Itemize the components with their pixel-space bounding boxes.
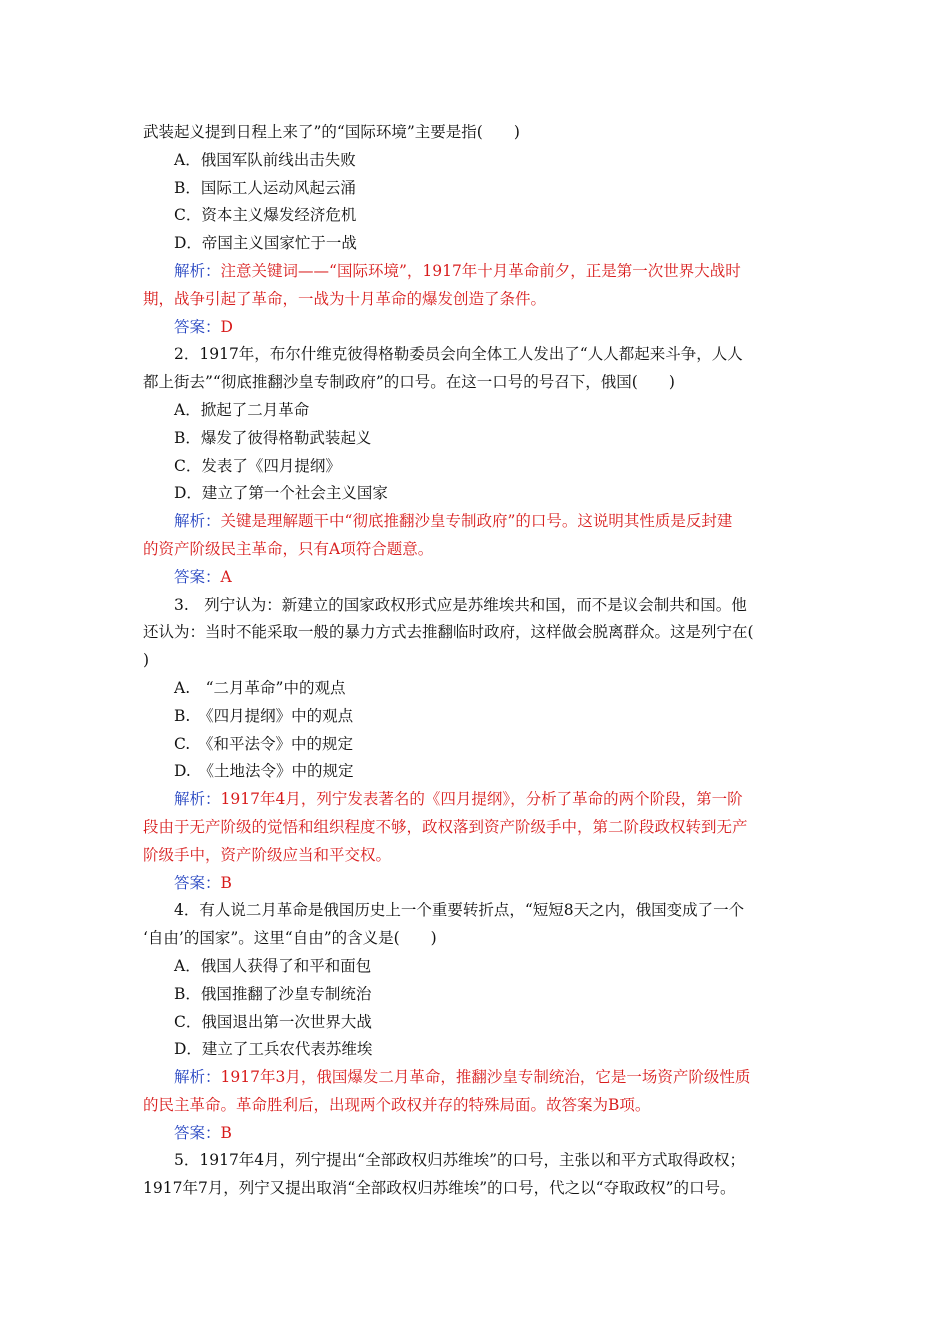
analysis-line (143, 508, 813, 536)
option-c: C．俄国退出第一次世界大战 (174, 1012, 372, 1031)
analysis-line (143, 258, 813, 286)
analysis-text: 期，战争引起了革命，一战为十月革命的爆发创造了条件。 (143, 289, 547, 308)
analysis-text: 段由于无产阶级的觉悟和组织程度不够，政权落到资产阶级手中，第二阶段政权转到无产 (143, 817, 748, 836)
analysis-text: 1917年4月，列宁发表著名的《四月提纲》，分析了革命的两个阶段，第一阶 (220, 790, 743, 809)
question-stem-line: ) (143, 651, 150, 670)
option-a: A．俄国人获得了和平和面包 (174, 956, 372, 975)
question-stem-line: 3. 列宁认为：新建立的国家政权形式应是苏维埃共和国，而不是议会制共和国。他 (174, 595, 747, 614)
analysis-text: 阶级手中，资产阶级应当和平交权。 (143, 845, 392, 864)
answer-label: 答案： (174, 1123, 221, 1142)
answer-line (143, 314, 813, 342)
answer-label: 答案： (174, 567, 221, 586)
question-list (143, 119, 813, 1203)
question-2 (143, 341, 813, 591)
analysis-text: 的资产阶级民主革命，只有A项符合题意。 (143, 539, 434, 558)
question-stem-line: 武装起义提到日程上来了”的“国际环境”主要是指( ) (143, 123, 520, 141)
answer-line (143, 564, 813, 592)
analysis-line (143, 1064, 813, 1092)
option-a: A．俄国军队前线出击失败 (174, 150, 356, 169)
option-d: D. 《土地法令》中的规定 (174, 762, 354, 781)
answer-line (143, 870, 813, 898)
option-c: C．发表了《四月提纲》 (174, 456, 341, 475)
answer-value: B (220, 873, 232, 892)
question-stem-line: 还认为：当时不能采取一般的暴力方式去推翻临时政府，这样做会脱离群众。这是列宁在( (143, 623, 754, 642)
analysis-text: 1917年3月，俄国爆发二月革命，推翻沙皇专制统治，它是一场资产阶级性质 (220, 1068, 751, 1087)
analysis-text: 关键是理解题干中“彻底推翻沙皇专制政府”的口号。这说明其性质是反封建 (220, 512, 733, 531)
question-stem-line: 5．1917年4月，列宁提出“全部政权归苏维埃”的口号，主张以和平方式取得政权； (174, 1151, 746, 1170)
answer-value: B (220, 1123, 232, 1142)
analysis-label: 解析： (174, 790, 221, 809)
answer-label: 答案： (174, 317, 221, 336)
answer-line (143, 1120, 813, 1148)
option-d: D．建立了第一个社会主义国家 (174, 484, 388, 503)
analysis-text: 注意关键词——“国际环境”，1917年十月革命前夕，正是第一次世界大战时 (220, 261, 741, 280)
option-d: D．建立了工兵农代表苏维埃 (174, 1040, 373, 1059)
question-stem-line: 都上街去”“彻底推翻沙皇专制政府”的口号。在这一口号的号召下，俄国( ) (143, 373, 675, 392)
question-stem-line: 1917年7月，列宁又提出取消“全部政权归苏维埃”的口号，代之以“夺取政权”的口号。 (143, 1179, 736, 1198)
option-a: A. “二月革命”中的观点 (174, 678, 346, 697)
question-3 (143, 592, 813, 898)
option-d: D．帝国主义国家忙于一战 (174, 234, 357, 253)
question-stem-line: 2．1917年，布尔什维克彼得格勒委员会向全体工人发出了“人人都起来斗争，人人 (174, 345, 743, 364)
analysis-label: 解析： (174, 512, 221, 531)
question-5 (143, 1147, 813, 1203)
option-b: B．爆发了彼得格勒武装起义 (174, 428, 372, 447)
answer-label: 答案： (174, 873, 221, 892)
option-c: C．资本主义爆发经济危机 (174, 206, 357, 225)
question-stem-line: ‘自由’的国家”。这里“自由”的含义是( ) (143, 929, 437, 948)
option-b: B．国际工人运动风起云涌 (174, 178, 356, 197)
analysis-line (143, 786, 813, 814)
answer-value: A (220, 567, 232, 586)
question-4 (143, 897, 813, 1147)
option-b: B. 《四月提纲》中的观点 (174, 706, 354, 725)
answer-value: D (220, 317, 233, 336)
analysis-label: 解析： (174, 261, 221, 280)
option-a: A．掀起了二月革命 (174, 400, 310, 419)
question-1 (143, 119, 813, 341)
question-stem-line: 4．有人说二月革命是俄国历史上一个重要转折点，“短短8天之内，俄国变成了一个 (174, 901, 745, 920)
option-b: B．俄国推翻了沙皇专制统治 (174, 984, 372, 1003)
analysis-label: 解析： (174, 1068, 221, 1087)
option-c: C. 《和平法令》中的规定 (174, 734, 353, 753)
analysis-text: 的民主革命。革命胜利后，出现两个政权并存的特殊局面。故答案为B项。 (143, 1095, 651, 1114)
